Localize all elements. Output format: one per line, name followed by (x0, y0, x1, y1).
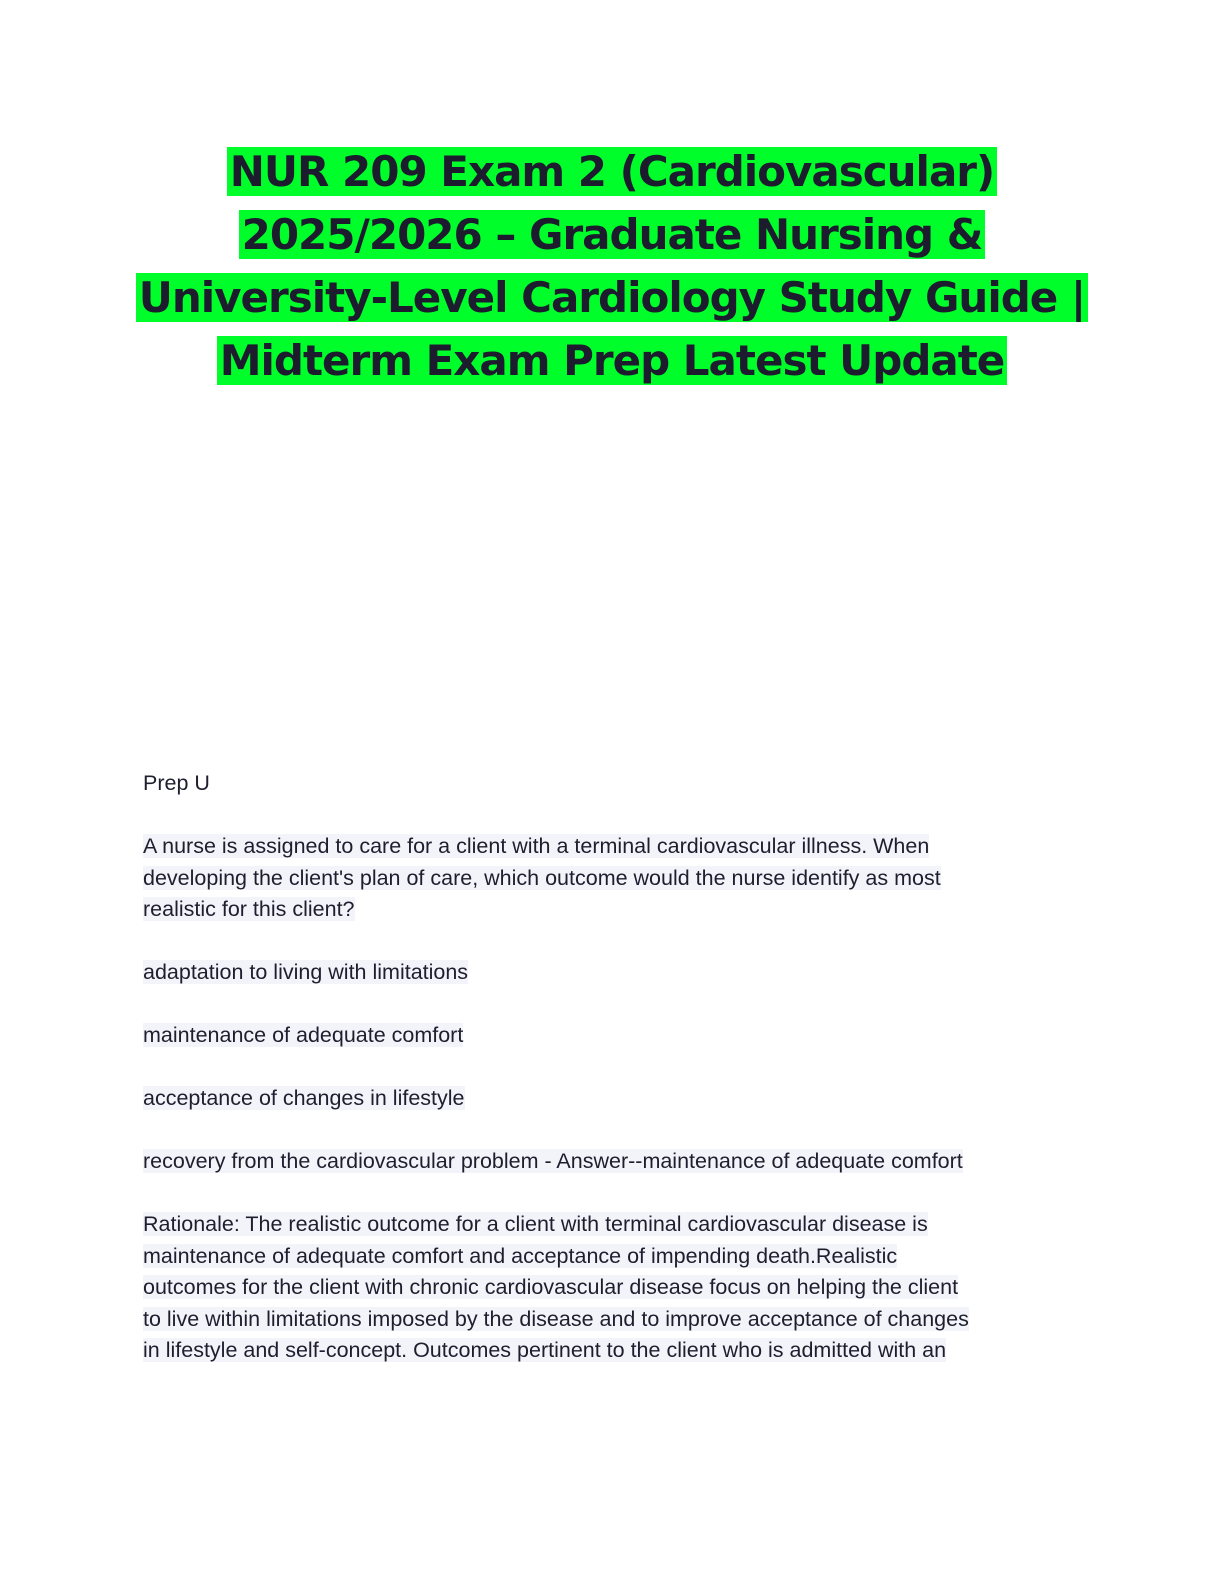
answer-option (143, 1146, 1073, 1178)
title-line: Midterm Exam Prep Latest Update (217, 336, 1008, 385)
answer-option (143, 1020, 1073, 1052)
rationale-line: to live within limitations imposed by the disease and to improve acceptance of changes (143, 1306, 969, 1331)
answer-option (143, 1083, 1073, 1115)
rationale-line: maintenance of adequate comfort and acceptance of impending death.Realistic (143, 1243, 898, 1268)
document-body (143, 768, 1073, 1398)
document-title (130, 140, 1094, 392)
rationale-text (143, 1209, 1073, 1367)
rationale-line: outcomes for the client with chronic cardiovascular disease focus on helping the client (143, 1275, 959, 1299)
rationale-line: Rationale: The realistic outcome for a client with terminal cardiovascular disease is (143, 1212, 928, 1236)
title-line: NUR 209 Exam 2 (Cardiovascular) (227, 147, 997, 196)
title-line: 2025/2026 – Graduate Nursing & (239, 210, 986, 259)
answer-option-text: acceptance of changes in lifestyle (143, 1086, 465, 1110)
question-text (143, 831, 1073, 926)
question-line: developing the client's plan of care, which outcome would the nurse identify as most (143, 865, 941, 890)
answer-option-text: recovery from the cardiovascular problem - Answer--maintenance of adequate comfort (143, 1149, 963, 1173)
title-line: University-Level Cardiology Study Guide | (136, 273, 1088, 322)
answer-option-text: adaptation to living with limitations (143, 960, 469, 984)
rationale-line: in lifestyle and self-concept. Outcomes pertinent to the client who is admitted with an (143, 1338, 947, 1362)
question-line: A nurse is assigned to care for a client with a terminal cardiovascular illness. When (143, 834, 930, 858)
answer-option-text: maintenance of adequate comfort (143, 1023, 464, 1047)
answer-option (143, 957, 1073, 989)
section-label-text: Prep U (143, 771, 210, 795)
question-line: realistic for this client? (143, 897, 355, 921)
section-label (143, 768, 1073, 800)
